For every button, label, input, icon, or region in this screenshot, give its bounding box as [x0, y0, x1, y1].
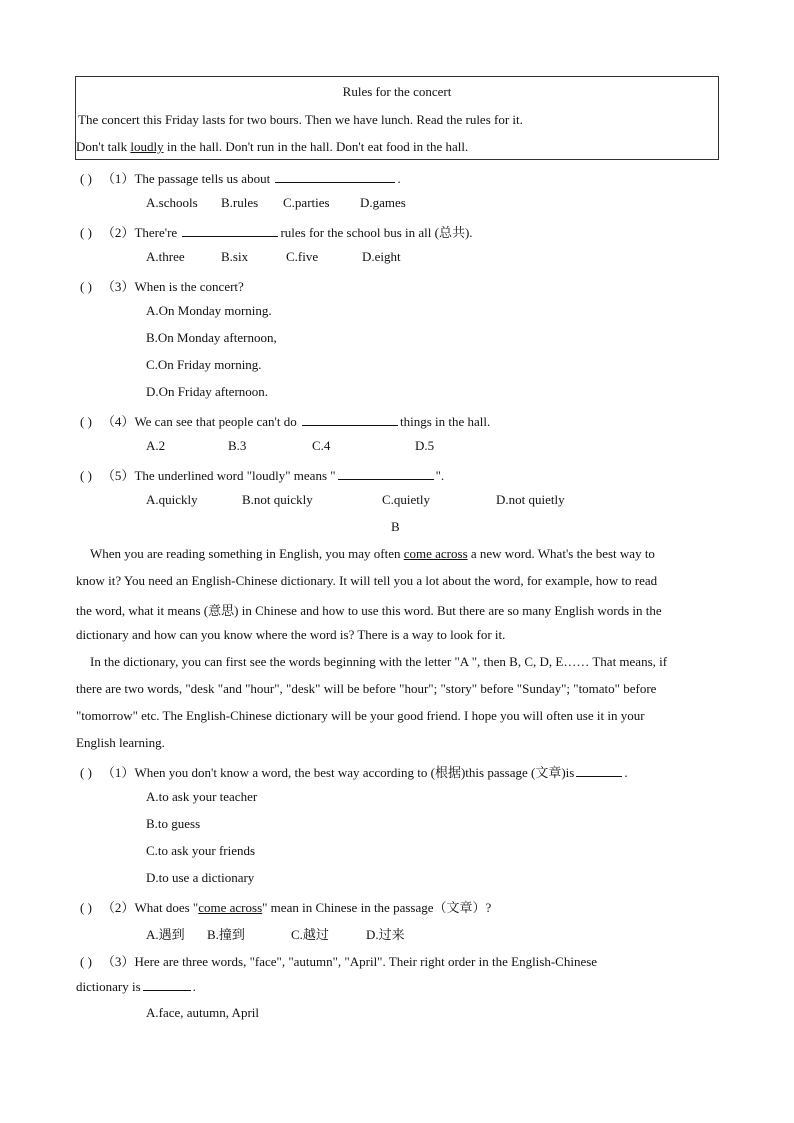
option: A.2	[146, 438, 166, 453]
option: C.parties	[283, 195, 330, 210]
box-line-2: Don't talk loudly in the hall. Don't run in the hall. Don't eat food in the hall.	[76, 139, 469, 154]
option: A.schools	[146, 195, 198, 210]
option: A.three	[146, 249, 185, 264]
passage-line: know it? You need an English-Chinese dictionary. It will tell you a lot about the word, for example, how to read	[76, 573, 658, 588]
passage-line: there are two words, "desk "and "hour", "desk" will be before "hour"; "story" before "Sunday"; "tomato" before	[76, 681, 657, 696]
option: A.On Monday morning.	[146, 303, 272, 318]
underlined-phrase: come across	[198, 900, 263, 915]
option: A.遇到	[146, 927, 185, 942]
option: D.eight	[362, 249, 401, 264]
question-b3: ( ) （3）Here are three words, "face", "autumn", "April". Their right order in the English-Chinese	[80, 954, 598, 969]
underlined-word: loudly	[130, 139, 164, 154]
option: A.face, autumn, April	[146, 1005, 259, 1020]
answer-blank[interactable]	[182, 224, 278, 237]
passage-line: When you are reading something in English, you may often come across a new word. What's the best way to	[90, 546, 655, 561]
option: C.On Friday morning.	[146, 357, 262, 372]
question-a5: ( ) （5）The underlined word "loudly" means " ".	[80, 468, 445, 483]
passage-line: English learning.	[76, 735, 165, 750]
answer-paren[interactable]: ( )	[80, 414, 92, 429]
option: B.撞到	[207, 927, 245, 942]
option: B.rules	[221, 195, 259, 210]
option: C.4	[312, 438, 331, 453]
answer-paren[interactable]: ( )	[80, 954, 92, 969]
answer-paren[interactable]: ( )	[80, 900, 92, 915]
option: D.5	[415, 438, 435, 453]
question-a3: ( ) （3）When is the concert?	[80, 279, 244, 294]
underlined-phrase: come across	[403, 546, 468, 561]
section-label: B	[391, 519, 400, 534]
answer-blank[interactable]	[576, 764, 622, 777]
question-b2: ( ) （2）What does "come across" mean in Chinese in the passage（文章）?	[80, 900, 492, 915]
question-b3-cont: dictionary is .	[76, 979, 196, 994]
option: A.to ask your teacher	[146, 789, 258, 804]
passage-line: In the dictionary, you can first see the words beginning with the letter "A ", then B, C, D, E…… That means, if	[90, 654, 668, 669]
box-title: Rules for the concert	[342, 84, 452, 99]
option: D.On Friday afternoon.	[146, 384, 269, 399]
passage-line: dictionary and how can you know where the word is? There is a way to look for it.	[76, 627, 506, 642]
option: C.quietly	[382, 492, 431, 507]
rules-box	[75, 76, 719, 160]
answer-blank[interactable]	[338, 467, 434, 480]
answer-paren[interactable]: ( )	[80, 171, 92, 186]
option: D.games	[360, 195, 406, 210]
option: C.to ask your friends	[146, 843, 256, 858]
option: B.On Monday afternoon,	[146, 330, 277, 345]
box-line-1: The concert this Friday lasts for two bours. Then we have lunch. Read the rules for it.	[78, 112, 523, 127]
option: A.quickly	[146, 492, 198, 507]
question-a4: ( ) （4）We can see that people can't do things in the hall.	[80, 414, 491, 429]
answer-paren[interactable]: ( )	[80, 279, 92, 294]
option: D.to use a dictionary	[146, 870, 255, 885]
answer-paren[interactable]: ( )	[80, 468, 92, 483]
answer-paren[interactable]: ( )	[80, 225, 92, 240]
passage-line: "tomorrow" etc. The English-Chinese dictionary will be your good friend. I hope you will often use it in your	[76, 708, 645, 723]
option: D.过来	[366, 927, 405, 942]
passage-line: the word, what it means (意思) in Chinese and how to use this word. But there are so many English words in the	[76, 603, 662, 618]
answer-blank[interactable]	[275, 170, 395, 183]
question-a2: ( ) （2）There're rules for the school bus in all (总共).	[80, 225, 473, 240]
question-a1: ( ) （1）The passage tells us about .	[80, 171, 401, 186]
question-b1: ( ) （1）When you don't know a word, the best way according to (根据)this passage (文章)is .	[80, 765, 628, 780]
option: C.越过	[291, 927, 329, 942]
option: C.five	[286, 249, 319, 264]
option: B.to guess	[146, 816, 201, 831]
option: D.not quietly	[496, 492, 565, 507]
answer-blank[interactable]	[302, 413, 398, 426]
answer-blank[interactable]	[143, 978, 191, 991]
option: B.3	[228, 438, 247, 453]
option: B.six	[221, 249, 249, 264]
answer-paren[interactable]: ( )	[80, 765, 92, 780]
option: B.not quickly	[242, 492, 313, 507]
